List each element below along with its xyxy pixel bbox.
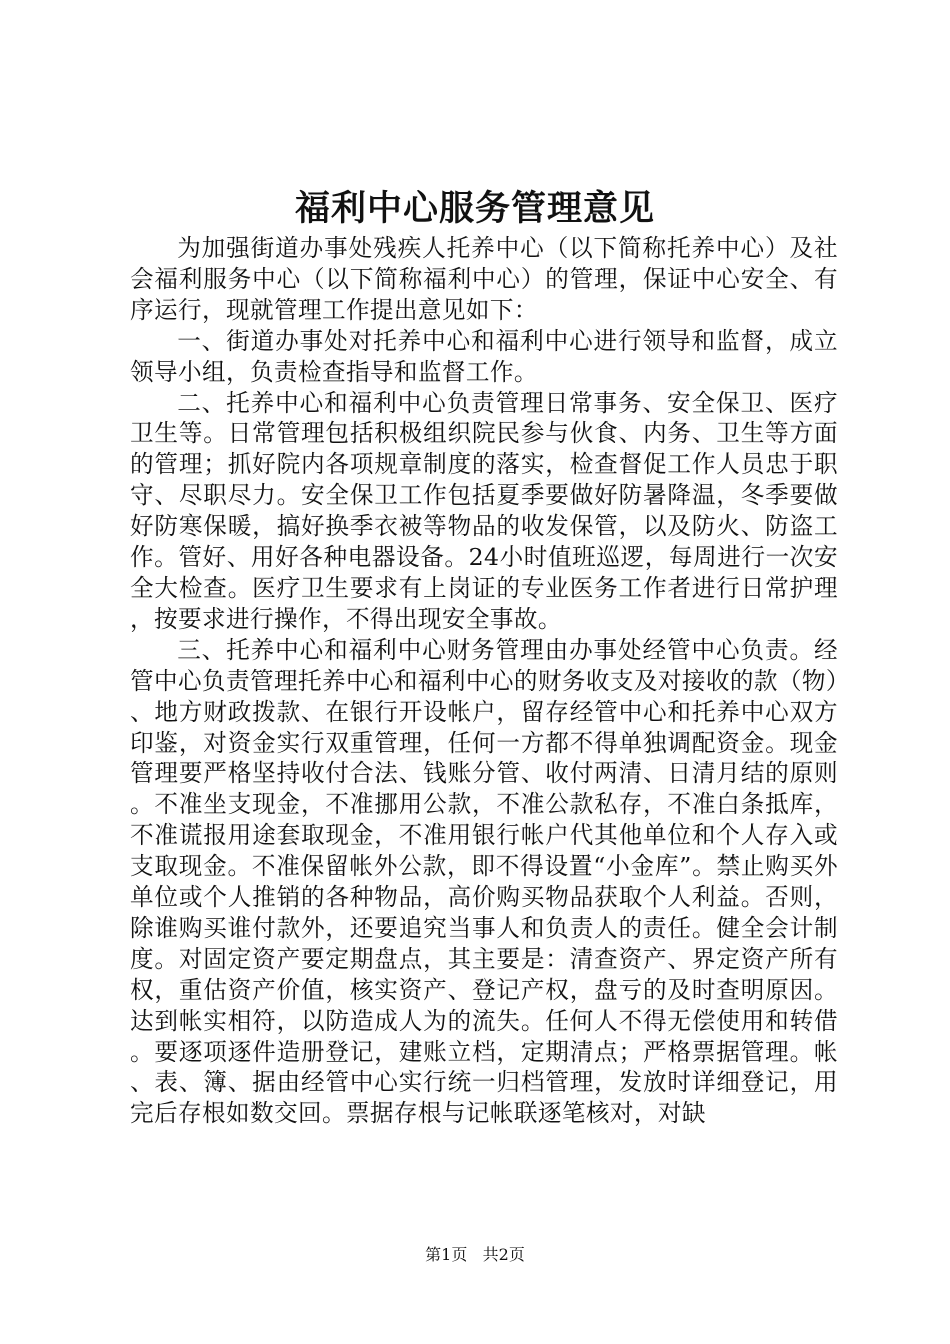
document-title: 福利中心服务管理意见	[294, 188, 655, 229]
paragraph-section-2: 二、托养中心和福利中心负责管理日常事务、安全保卫、医疗卫生等。日常管理包括积极组织院民参与伙食、内务、卫生等方面的管理；抓好院内各项规章制度的落实，检查督促工作人员忠于职守、尽职尽力。安全保卫工作包括夏季要做好防暑降温，冬季要做好防寒保暖，搞好换季衣被等物品的收发保管，以及防火、防盗工作。管好、用好各种电器设备。24小时值班巡逻，每周进行一次安全大检查。医疗卫生要求有上岗证的专业医务工作者进行日常护理，按要求进行操作，不得出现安全事故。	[130, 388, 838, 633]
page-spacer	[472, 1245, 477, 1264]
paragraph-intro: 为加强街道办事处残疾人托养中心（以下简称托养中心）及社会福利服务中心（以下简称福利中心）的管理，保证中心安全、有序运行，现就管理工作提出意见如下：	[130, 234, 838, 324]
page-footer	[0, 1244, 950, 1266]
document-body	[130, 233, 838, 1129]
page-total: 共2页	[482, 1245, 525, 1264]
page-number: 第1页	[425, 1245, 468, 1264]
paragraph-section-1: 一、街道办事处对托养中心和福利中心进行领导和监督，成立领导小组，负责检查指导和监督工作。	[130, 326, 838, 386]
paragraph-section-3: 三、托养中心和福利中心财务管理由办事处经管中心负责。经管中心负责管理托养中心和福利中心的财务收支及对接收的款（物）、地方财政拨款、在银行开设帐户，留存经管中心和托养中心双方印鉴，对资金实行双重管理，任何一方都不得单独调配资金。现金管理要严格坚持收付合法、钱账分管、收付两清、日清月结的原则。不准坐支现金，不准挪用公款，不准公款私存，不准白条抵库，不准谎报用途套取现金，不准用银行帐户代其他单位和个人存入或支取现金。不准保留帐外公款，即不得设置“小金库”。禁止购买外单位或个人推销的各种物品，高价购买物品获取个人利益。否则，除谁购买谁付款外，还要追究当事人和负责人的责任。健全会计制度。对固定资产要定期盘点，其主要是：清查资产、界定资产所有权，重估资产价值，核实资产、登记产权，盘亏的及时查明原因。达到帐实相符，以防造成人为的流失。任何人不得无偿使用和转借。要逐项逐件造册登记，建账立档，定期清点；严格票据管理。帐、表、簿、据由经管中心实行统一归档管理，发放时详细登记，用完后存根如数交回。票据存根与记帐联逐笔核对，对缺	[130, 635, 839, 1128]
